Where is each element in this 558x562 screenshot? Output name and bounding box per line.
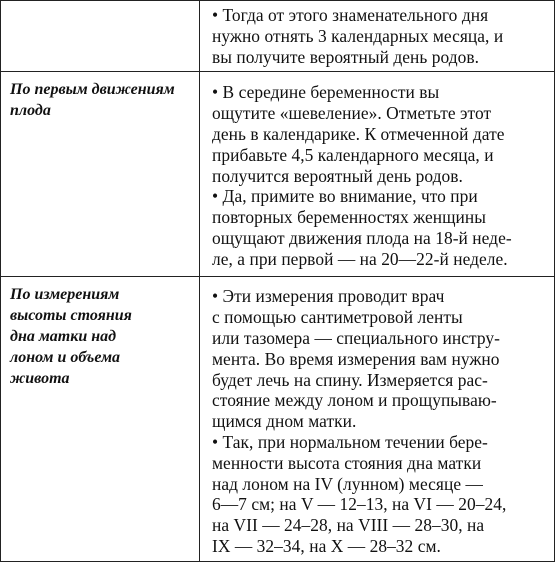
table-row bbox=[1, 72, 555, 277]
row-header-cell bbox=[1, 72, 200, 277]
table-row bbox=[1, 277, 555, 561]
bullet-paragraph: • Эти измерения проводит врач с помощью сантиметровой ленты или тазомера — специального инстру- мента. Во время измерения вам нужно будет лечь на спину. Измеряется рас- стояние между лоном и прощупываю- щимся дном матки. bbox=[212, 286, 500, 432]
bullet-paragraph: • Тогда от этого знаменательного дня нужно отнять 3 календарных месяца, и вы получите вероятный день родов. bbox=[212, 5, 504, 67]
row-header: По первым движениям плода bbox=[10, 81, 175, 120]
row-content-cell bbox=[200, 1, 555, 72]
table-row bbox=[1, 1, 555, 72]
row-content-cell bbox=[200, 72, 555, 277]
row-content-cell bbox=[200, 277, 555, 561]
row-header-cell bbox=[1, 1, 200, 72]
bullet-paragraph: • В середине беременности вы ощутите «шевеление». Отметьте этот день в календарике. К отмеченной дате прибавьте 4,5 календарного месяца, и получится вероятный день родов. bbox=[212, 82, 505, 186]
row-header: По измерениям высоты стояния дна матки над лоном и объема живота bbox=[10, 286, 132, 387]
bullet-paragraph: • Так, при нормальном течении бере- менности высота стояния дна матки над лоном на IV (лунном) месяце — 6—7 см; на V — 12–13, на VI — 20–24, на VII — 24–28, на VIII — 28–30, на IX — 32–34, на X — 28–32 см. bbox=[212, 431, 507, 556]
row-header-cell bbox=[1, 277, 200, 561]
bullet-paragraph: • Да, примите во внимание, что при повторных беременностях женщины ощущают движения плода на 18-й неде- ле, а при первой — на 20—22-й неделе. bbox=[212, 186, 512, 269]
